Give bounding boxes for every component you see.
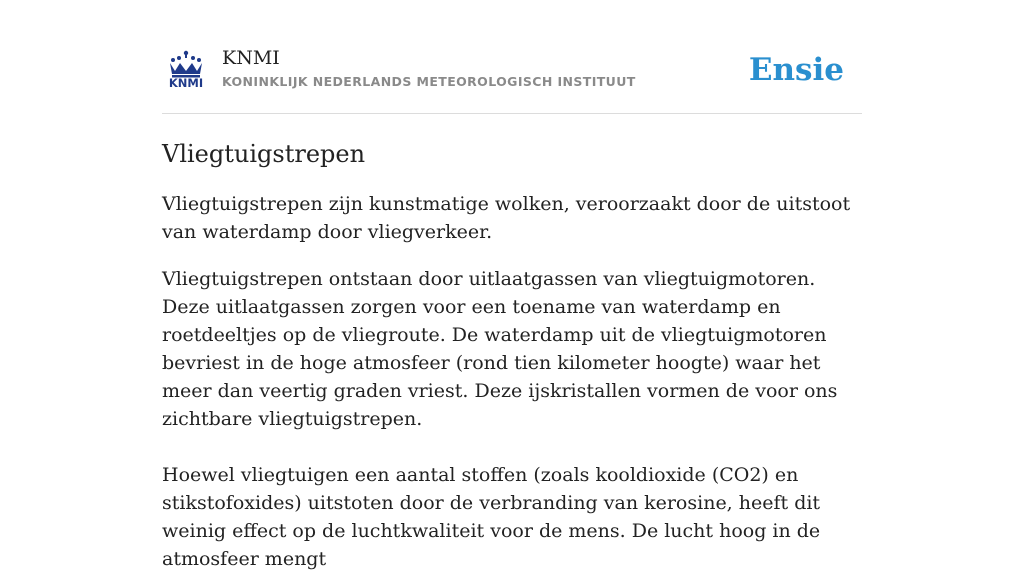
brand-logo[interactable]: Ensie xyxy=(748,52,844,88)
org-full-name: KONINKLIJK NEDERLANDS METEOROLOGISCH INSTITUUT xyxy=(222,74,636,89)
org-name[interactable]: KNMI xyxy=(222,47,280,69)
article-paragraph: Hoewel vliegtuigen een aantal stoffen (zoals kooldioxide (CO2) en stikstofoxides) uitstoten door de verbranding van kerosine, heeft dit weinig effect op de luchtkwaliteit voor de mens. De lucht hoog in de atmosfeer mengt xyxy=(162,464,821,570)
article-card xyxy=(162,0,862,573)
header xyxy=(162,0,862,114)
logo-text: KNMI xyxy=(168,76,204,88)
article-title: Vliegtuigstrepen xyxy=(162,140,366,168)
article-lead: Vliegtuigstrepen zijn kunstmatige wolken, veroorzaakt door de uitstoot van waterdamp door vliegverkeer. xyxy=(162,193,851,243)
article-paragraph: Vliegtuigstrepen ontstaan door uitlaatgassen van vliegtuigmotoren. Deze uitlaatgassen zorgen voor een toename van waterdamp en roetdeeltjes op de vliegroute. De waterdamp uit de vliegtuigmotoren bevriest in de hoge atmosfeer (rond tien kilometer hoogte) waar het meer dan veertig graden vriest. Deze ijskristallen vormen de voor ons zichtbare vliegtuigstrepen. xyxy=(162,268,838,430)
knmi-crown-logo-icon[interactable] xyxy=(164,50,208,88)
